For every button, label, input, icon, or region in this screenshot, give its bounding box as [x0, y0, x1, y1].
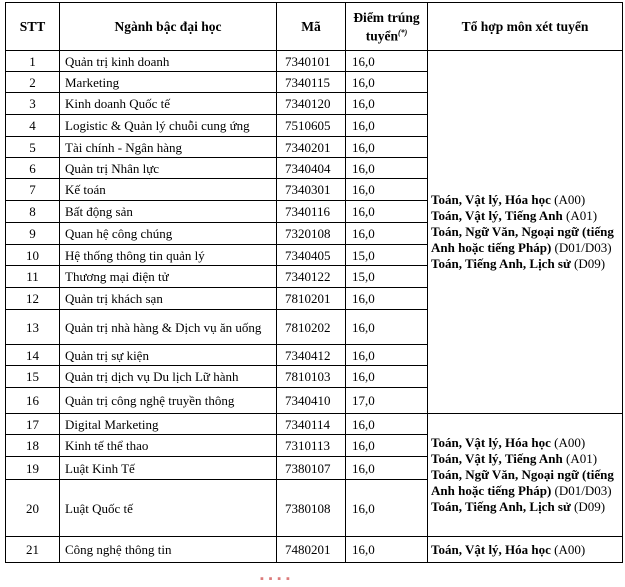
- header-ma: Mã: [277, 3, 346, 51]
- row-nganh: Digital Marketing: [60, 414, 277, 435]
- combo-code: (A00): [550, 435, 586, 450]
- row-diem: 17,0: [346, 388, 428, 414]
- header-row: [6, 3, 623, 51]
- combo-subjects: Toán, Ngữ Văn, Ngoại ngữ (tiếng Anh hoặc tiếng Pháp): [431, 467, 614, 498]
- row-nganh: Bất động sản: [60, 201, 277, 223]
- combo-subjects: Toán, Vật lý, Hóa học: [431, 192, 551, 207]
- row-diem: 16,0: [346, 93, 428, 115]
- row-stt: 17: [6, 414, 60, 435]
- row-ma: 7480201: [277, 537, 346, 563]
- row-stt: 7: [6, 179, 60, 201]
- admission-table: [5, 2, 623, 563]
- combo-cell: [428, 537, 623, 563]
- row-ma: 7310113: [277, 435, 346, 457]
- row-diem: 16,0: [346, 537, 428, 563]
- row-nganh: Kế toán: [60, 179, 277, 201]
- combo-line: [431, 256, 619, 272]
- table-row: [6, 537, 623, 563]
- row-diem: 16,0: [346, 288, 428, 310]
- header-stt: STT: [6, 3, 60, 51]
- row-stt: 6: [6, 158, 60, 179]
- combo-line: [431, 192, 619, 208]
- row-nganh: Luật Quốc tế: [60, 480, 277, 537]
- combo-cell: [428, 414, 623, 537]
- row-ma: 7340201: [277, 137, 346, 158]
- table-row: [6, 51, 623, 72]
- row-diem: 16,0: [346, 480, 428, 537]
- row-stt: 18: [6, 435, 60, 457]
- row-ma: 7510605: [277, 115, 346, 137]
- row-nganh: Luật Kinh Tế: [60, 457, 277, 480]
- row-diem: 16,0: [346, 51, 428, 72]
- row-diem: 16,0: [346, 72, 428, 93]
- row-stt: 1: [6, 51, 60, 72]
- watermark: ▪ ▪ ▪ ▪: [260, 573, 291, 585]
- row-nganh: Hệ thống thông tin quản lý: [60, 245, 277, 266]
- row-stt: 15: [6, 366, 60, 388]
- row-ma: 7340412: [277, 345, 346, 366]
- row-ma: 7380108: [277, 480, 346, 537]
- combo-subjects: Toán, Vật lý, Hóa học: [431, 435, 551, 450]
- row-nganh: Quản trị công nghệ truyền thông: [60, 388, 277, 414]
- row-stt: 11: [6, 266, 60, 288]
- combo-code: (D09): [570, 499, 606, 514]
- combo-cell: [428, 51, 623, 414]
- row-nganh: Quản trị dịch vụ Du lịch Lữ hành: [60, 366, 277, 388]
- row-diem: 16,0: [346, 158, 428, 179]
- combo-code: (D01/D03): [551, 240, 612, 255]
- row-diem: 16,0: [346, 137, 428, 158]
- combo-code: (D01/D03): [551, 483, 612, 498]
- header-diem: [346, 3, 428, 51]
- row-diem: 16,0: [346, 201, 428, 223]
- row-ma: 7810202: [277, 310, 346, 345]
- row-ma: 7340301: [277, 179, 346, 201]
- row-nganh: Thương mại điện tử: [60, 266, 277, 288]
- row-ma: 7340115: [277, 72, 346, 93]
- table-row: [6, 414, 623, 435]
- combo-subjects: Toán, Vật lý, Hóa học: [431, 541, 551, 557]
- row-ma: 7810103: [277, 366, 346, 388]
- row-nganh: Công nghệ thông tin: [60, 537, 277, 563]
- row-ma: 7340116: [277, 201, 346, 223]
- row-nganh: Quản trị sự kiện: [60, 345, 277, 366]
- row-ma: 7320108: [277, 223, 346, 245]
- row-nganh: Quan hệ công chúng: [60, 223, 277, 245]
- row-nganh: Quản trị Nhân lực: [60, 158, 277, 179]
- row-diem: 16,0: [346, 457, 428, 480]
- row-diem: 15,0: [346, 245, 428, 266]
- row-nganh: Kinh doanh Quốc tế: [60, 93, 277, 115]
- row-nganh: Quản trị kinh doanh: [60, 51, 277, 72]
- combo-code: (A01): [562, 451, 598, 466]
- row-diem: 16,0: [346, 179, 428, 201]
- row-nganh: Tài chính - Ngân hàng: [60, 137, 277, 158]
- row-nganh: Logistic & Quản lý chuỗi cung ứng: [60, 115, 277, 137]
- header-nganh: Ngành bậc đại học: [60, 3, 277, 51]
- row-nganh: Kinh tế thể thao: [60, 435, 277, 457]
- row-stt: 14: [6, 345, 60, 366]
- row-ma: 7810201: [277, 288, 346, 310]
- row-ma: 7380107: [277, 457, 346, 480]
- row-diem: 16,0: [346, 345, 428, 366]
- row-diem: 16,0: [346, 435, 428, 457]
- header-tohop: Tổ hợp môn xét tuyển: [428, 3, 623, 51]
- row-ma: 7340114: [277, 414, 346, 435]
- row-ma: 7340101: [277, 51, 346, 72]
- combo-line: [431, 467, 619, 499]
- row-stt: 4: [6, 115, 60, 137]
- combo-line: [431, 435, 619, 451]
- row-stt: 3: [6, 93, 60, 115]
- row-stt: 8: [6, 201, 60, 223]
- row-stt: 5: [6, 137, 60, 158]
- row-stt: 20: [6, 480, 60, 537]
- combo-code: (A00): [550, 192, 586, 207]
- row-stt: 21: [6, 537, 60, 563]
- combo-subjects: Toán, Vật lý, Tiếng Anh: [431, 208, 563, 223]
- combo-code: (A00): [550, 541, 586, 557]
- row-nganh: Quản trị khách sạn: [60, 288, 277, 310]
- row-stt: 9: [6, 223, 60, 245]
- combo-subjects: Toán, Tiếng Anh, Lịch sử: [431, 499, 571, 514]
- row-stt: 19: [6, 457, 60, 480]
- row-nganh: Marketing: [60, 72, 277, 93]
- combo-subjects: Toán, Vật lý, Tiếng Anh: [431, 451, 563, 466]
- row-ma: 7340410: [277, 388, 346, 414]
- header-diem-note: (*): [397, 27, 408, 37]
- row-diem: 16,0: [346, 115, 428, 137]
- combo-line: [431, 224, 619, 256]
- combo-subjects: Toán, Ngữ Văn, Ngoại ngữ (tiếng Anh hoặc tiếng Pháp): [431, 224, 614, 255]
- header-diem-label: Điểm trúng tuyển: [353, 9, 420, 44]
- row-diem: 16,0: [346, 223, 428, 245]
- row-ma: 7340405: [277, 245, 346, 266]
- row-stt: 16: [6, 388, 60, 414]
- combo-code: (A01): [562, 208, 598, 223]
- row-ma: 7340404: [277, 158, 346, 179]
- row-diem: 15,0: [346, 266, 428, 288]
- combo-line: [431, 451, 619, 467]
- combo-line: [431, 499, 619, 515]
- row-diem: 16,0: [346, 414, 428, 435]
- row-ma: 7340122: [277, 266, 346, 288]
- row-diem: 16,0: [346, 366, 428, 388]
- row-nganh: Quản trị nhà hàng & Dịch vụ ăn uống: [60, 310, 277, 345]
- row-stt: 13: [6, 310, 60, 345]
- combo-subjects: Toán, Tiếng Anh, Lịch sử: [431, 256, 571, 271]
- row-stt: 10: [6, 245, 60, 266]
- row-stt: 2: [6, 72, 60, 93]
- combo-code: (D09): [570, 256, 606, 271]
- row-ma: 7340120: [277, 93, 346, 115]
- combo-line: [431, 208, 619, 224]
- row-diem: 16,0: [346, 310, 428, 345]
- row-stt: 12: [6, 288, 60, 310]
